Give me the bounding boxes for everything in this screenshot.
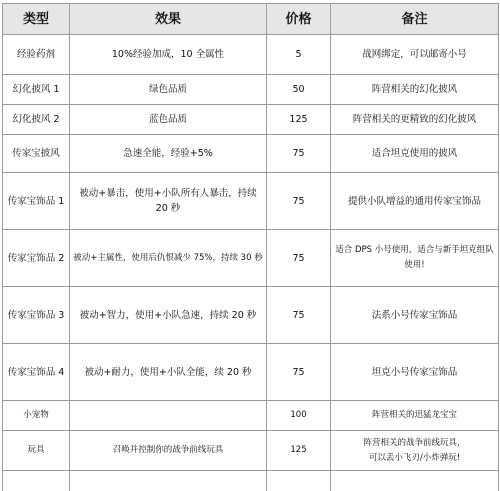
header-type: 类型	[3, 4, 70, 35]
header-row	[3, 4, 499, 35]
items-table	[2, 3, 499, 491]
cell-effect: 被动+智力，使用+小队急速，持续 20 秒	[70, 287, 267, 344]
cell-note: 适合 DPS 小号使用，适合与新手坦克组队使用!	[331, 230, 499, 287]
cell-note	[331, 431, 499, 471]
cell-price: 50	[267, 75, 331, 105]
cell-note: 坦克小号传家宝饰品	[331, 344, 499, 401]
cell-effect: 被动+暴击，使用+小队所有人暴击，持续 20 秒	[70, 173, 267, 230]
cell-note	[331, 471, 499, 491]
table-row-partial	[3, 471, 499, 491]
cell-note-line2: 可以丢小飞刃/小炸弹玩!	[368, 452, 461, 463]
cell-price: 75	[267, 287, 331, 344]
cell-type	[3, 471, 70, 491]
cell-price: 125	[267, 431, 331, 471]
cell-price	[267, 471, 331, 491]
header-effect: 效果	[70, 4, 267, 35]
table-row	[3, 105, 499, 135]
cell-type: 传家宝饰品 3	[3, 287, 70, 344]
cell-type: 传家宝饰品 1	[3, 173, 70, 230]
cell-type: 幻化披风 2	[3, 105, 70, 135]
cell-price: 125	[267, 105, 331, 135]
cell-effect: 蓝色品质	[70, 105, 267, 135]
table-row	[3, 287, 499, 344]
table-row	[3, 135, 499, 173]
cell-effect	[70, 471, 267, 491]
cell-price: 75	[267, 344, 331, 401]
table-row	[3, 431, 499, 471]
cell-type: 玩具	[3, 431, 70, 471]
cell-type: 传家宝披风	[3, 135, 70, 173]
table-row	[3, 401, 499, 431]
table-row	[3, 173, 499, 230]
cell-type: 小宠物	[3, 401, 70, 431]
table-row	[3, 230, 499, 287]
cell-note: 战网绑定，可以邮寄小号	[331, 35, 499, 75]
cell-note: 提供小队增益的通用传家宝饰品	[331, 173, 499, 230]
cell-effect: 10%经验加成，10 全属性	[70, 35, 267, 75]
cell-type: 传家宝饰品 2	[3, 230, 70, 287]
cell-note: 法系小号传家宝饰品	[331, 287, 499, 344]
table-row	[3, 344, 499, 401]
cell-effect: 绿色品质	[70, 75, 267, 105]
cell-type: 传家宝饰品 4	[3, 344, 70, 401]
cell-price: 100	[267, 401, 331, 431]
header-price: 价格	[267, 4, 331, 35]
table-row	[3, 75, 499, 105]
cell-note: 阵营相关的迅猛龙宝宝	[331, 401, 499, 431]
cell-note: 阵营相关的幻化披风	[331, 75, 499, 105]
cell-effect: 被动+主属性，使用后仇恨减少 75%，持续 30 秒	[70, 230, 267, 287]
table-row	[3, 35, 499, 75]
cell-effect: 急速全能，经验+5%	[70, 135, 267, 173]
cell-price: 5	[267, 35, 331, 75]
cell-effect: 召唤并控制你的战争前线玩具	[70, 431, 267, 471]
cell-note: 阵营相关的更精致的幻化披风	[331, 105, 499, 135]
header-note: 备注	[331, 4, 499, 35]
cell-price: 75	[267, 135, 331, 173]
cell-price: 75	[267, 230, 331, 287]
cell-note-line1: 阵营相关的战争前线玩具，	[363, 437, 466, 448]
cell-price: 75	[267, 173, 331, 230]
cell-effect: 被动+耐力，使用+小队全能，续 20 秒	[70, 344, 267, 401]
cell-effect	[70, 401, 267, 431]
cell-type: 幻化披风 1	[3, 75, 70, 105]
cell-note: 适合坦克使用的披风	[331, 135, 499, 173]
cell-type: 经验药剂	[3, 35, 70, 75]
